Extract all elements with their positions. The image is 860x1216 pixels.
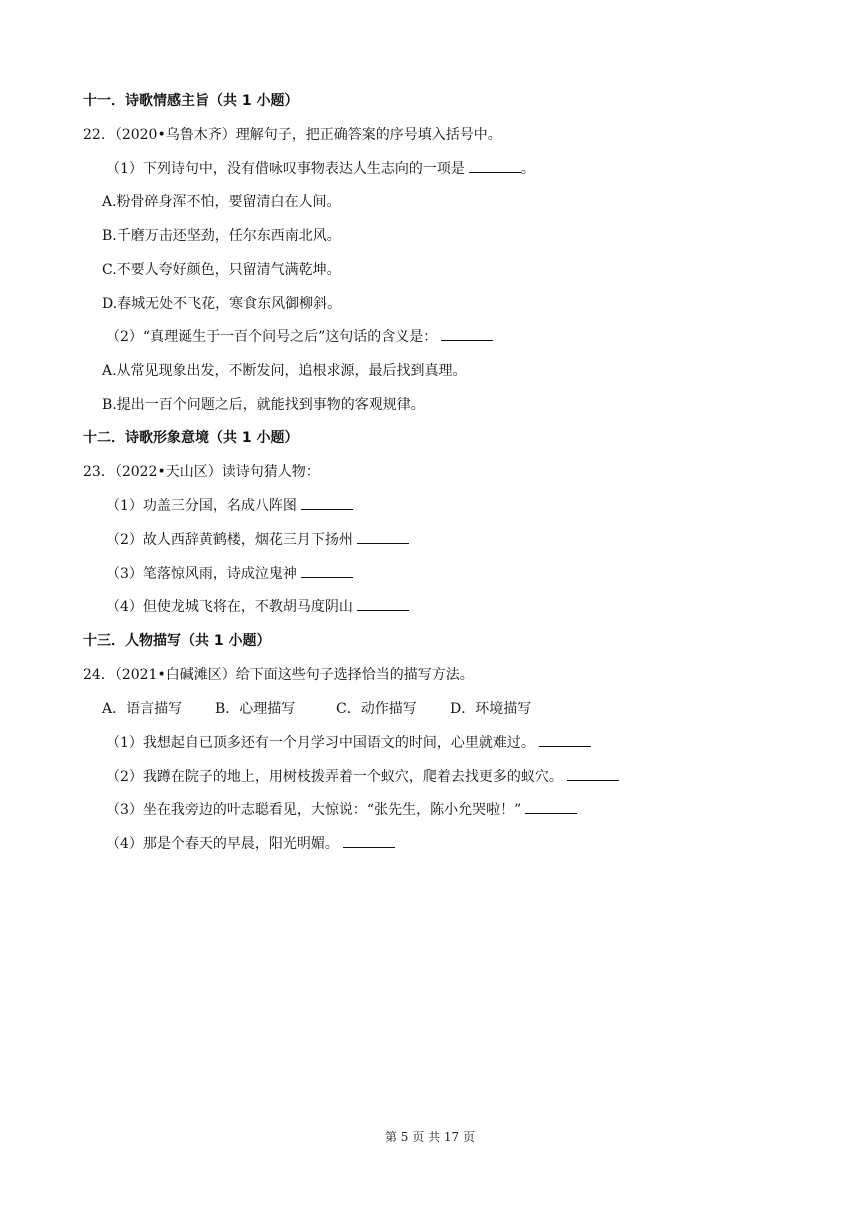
answer-blank[interactable]: [469, 160, 521, 173]
question-24-item-4: [106, 835, 395, 853]
question-23-item-3: [106, 565, 353, 583]
answer-blank[interactable]: [343, 835, 395, 848]
question-24-item-2: [106, 768, 619, 786]
question-22-sub-1-text: （1）下列诗句中，没有借咏叹事物表达人生志向的一项是: [106, 161, 465, 177]
section-13-heading: 十三．人物描写（共 1 小题）: [83, 633, 271, 649]
current-page-number: 5: [400, 1130, 409, 1144]
question-24-item-text: （3）坐在我旁边的叶志聪看见，大惊说：“张先生，陈小允哭啦！”: [106, 802, 522, 818]
question-22-sub-2: [106, 328, 493, 346]
question-22-stem: 22．（2020•乌鲁木齐）理解句子，把正确答案的序号填入括号中。: [83, 127, 502, 143]
option-b: B.千磨万击还坚劲，任尔东西南北风。: [102, 228, 341, 244]
question-22-sub-2-text: （2）“真理诞生于一百个问号之后”这句话的含义是：: [106, 329, 438, 345]
option-c: C．动作描写: [336, 701, 417, 717]
footer-pre: 第: [384, 1130, 397, 1144]
option-a: A.粉骨碎身浑不怕，要留清白在人间。: [102, 194, 341, 210]
option-d: D.春城无处不飞花，寒食东风御柳斜。: [102, 296, 342, 312]
question-24-item-text: （2）我蹲在院子的地上，用树枝拨弄着一个蚁穴，爬着去找更多的蚁穴。: [106, 769, 563, 785]
question-24-options: [102, 700, 531, 718]
answer-blank[interactable]: [567, 768, 619, 781]
answer-blank[interactable]: [441, 328, 493, 341]
footer-post: 页: [463, 1130, 476, 1144]
question-23-stem: 23．（2022•天山区）读诗句猜人物：: [83, 464, 320, 480]
question-24-item-1: [106, 734, 591, 752]
question-22-sub-1: [106, 160, 535, 178]
option-b: B．心理描写: [215, 701, 296, 717]
question-23-item-4: [106, 598, 409, 616]
answer-blank[interactable]: [357, 531, 409, 544]
answer-blank[interactable]: [539, 734, 591, 747]
page-footer: [0, 1128, 860, 1145]
option-a: A．语言描写: [102, 701, 183, 717]
option-2a: A.从常见现象出发，不断发问，追根求源，最后找到真理。: [102, 363, 467, 379]
question-23-item-1: [106, 497, 353, 515]
question-24-item-3: [106, 801, 577, 819]
question-22-sub-1-end: 。: [520, 161, 535, 177]
question-24-item-text: （1）我想起自已顶多还有一个月学习中国语文的时间，心里就难过。: [106, 735, 535, 751]
answer-blank[interactable]: [357, 598, 409, 611]
question-23-item-text: （2）故人西辞黄鹤楼，烟花三月下扬州: [106, 532, 353, 548]
question-24-stem: 24．（2021•白碱滩区）给下面这些句子选择恰当的描写方法。: [83, 667, 474, 683]
section-12-heading: 十二．诗歌形象意境（共 1 小题）: [83, 430, 299, 446]
option-2b: B.提出一百个问题之后，就能找到事物的客观规律。: [102, 397, 425, 413]
question-23-item-2: [106, 531, 409, 549]
question-23-item-text: （1）功盖三分国，名成八阵图: [106, 498, 297, 514]
question-23-item-text: （4）但使龙城飞将在，不教胡马度阴山: [106, 599, 353, 615]
section-11-heading: 十一．诗歌情感主旨（共 1 小题）: [83, 93, 299, 109]
answer-blank[interactable]: [525, 801, 577, 814]
question-23-item-text: （3）笔落惊风雨，诗成泣鬼神: [106, 566, 297, 582]
option-c: C.不要人夸好颜色，只留清气满乾坤。: [102, 262, 341, 278]
total-pages: 17: [443, 1130, 460, 1144]
question-24-item-text: （4）那是个春天的早晨，阳光明媚。: [106, 836, 339, 852]
answer-blank[interactable]: [301, 565, 353, 578]
answer-blank[interactable]: [301, 497, 353, 510]
option-d: D．环境描写: [450, 701, 532, 717]
footer-mid: 页 共: [412, 1130, 441, 1144]
